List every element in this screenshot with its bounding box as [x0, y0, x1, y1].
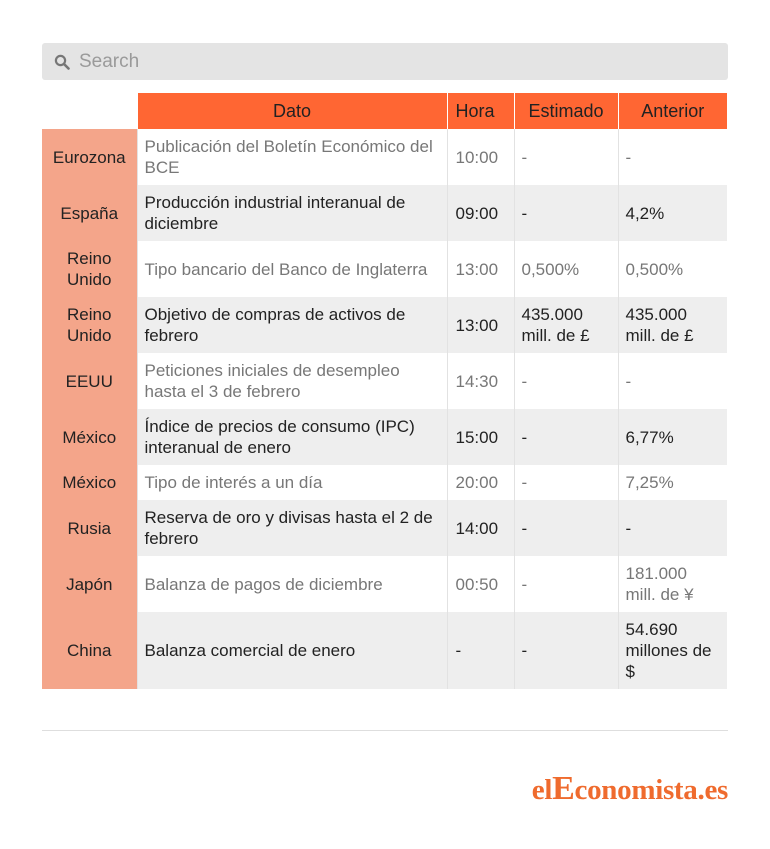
dato-cell: Reserva de oro y divisas hasta el 2 de febrero — [137, 500, 447, 556]
header-estimado: Estimado — [514, 93, 618, 129]
anterior-cell: 54.690 millones de $ — [618, 612, 727, 689]
anterior-cell: - — [618, 129, 727, 185]
table-row — [42, 409, 727, 465]
estimado-cell: 435.000 mill. de £ — [514, 297, 618, 353]
logo-text-capital: E — [552, 770, 575, 807]
estimado-cell: - — [514, 129, 618, 185]
hora-cell: 09:00 — [447, 185, 514, 241]
country-cell: Reino Unido — [42, 241, 137, 297]
estimado-cell: - — [514, 409, 618, 465]
header-anterior: Anterior — [618, 93, 727, 129]
table-row — [42, 353, 727, 409]
table-row — [42, 500, 727, 556]
logo-text-rest: conomista.es — [574, 774, 728, 806]
table-row — [42, 185, 727, 241]
table-row — [42, 241, 727, 297]
dato-cell: Peticiones iniciales de desempleo hasta el 3 de febrero — [137, 353, 447, 409]
header-dato: Dato — [137, 93, 447, 129]
country-cell: España — [42, 185, 137, 241]
eleconomista-logo[interactable] — [476, 770, 728, 806]
dato-cell: Índice de precios de consumo (IPC) interanual de enero — [137, 409, 447, 465]
table-row — [42, 556, 727, 612]
anterior-cell: 181.000 mill. de ¥ — [618, 556, 727, 612]
anterior-cell: 7,25% — [618, 465, 727, 500]
country-cell: Rusia — [42, 500, 137, 556]
search-input[interactable] — [79, 51, 679, 73]
hora-cell: 13:00 — [447, 297, 514, 353]
estimado-cell: - — [514, 465, 618, 500]
header-hora: Hora — [447, 93, 514, 129]
dato-cell: Publicación del Boletín Económico del BCE — [137, 129, 447, 185]
dato-cell: Balanza comercial de enero — [137, 612, 447, 689]
table-row — [42, 129, 727, 185]
hora-cell: 10:00 — [447, 129, 514, 185]
header-blank — [42, 93, 137, 129]
country-cell: México — [42, 465, 137, 500]
anterior-cell: 6,77% — [618, 409, 727, 465]
economic-calendar-table — [42, 93, 727, 689]
estimado-cell: - — [514, 556, 618, 612]
hora-cell: 14:00 — [447, 500, 514, 556]
anterior-cell: - — [618, 353, 727, 409]
hora-cell: - — [447, 612, 514, 689]
dato-cell: Balanza de pagos de diciembre — [137, 556, 447, 612]
anterior-cell: - — [618, 500, 727, 556]
hora-cell: 13:00 — [447, 241, 514, 297]
anterior-cell: 4,2% — [618, 185, 727, 241]
estimado-cell: - — [514, 612, 618, 689]
hora-cell: 00:50 — [447, 556, 514, 612]
table-row — [42, 297, 727, 353]
footer-divider — [42, 730, 728, 731]
table-header-row — [42, 93, 727, 129]
dato-cell: Objetivo de compras de activos de febrero — [137, 297, 447, 353]
anterior-cell: 0,500% — [618, 241, 727, 297]
search-bar[interactable] — [42, 43, 728, 80]
estimado-cell: - — [514, 353, 618, 409]
country-cell: Japón — [42, 556, 137, 612]
search-icon — [54, 54, 70, 70]
country-cell: México — [42, 409, 137, 465]
country-cell: Reino Unido — [42, 297, 137, 353]
hora-cell: 20:00 — [447, 465, 514, 500]
country-cell: EEUU — [42, 353, 137, 409]
estimado-cell: - — [514, 185, 618, 241]
country-cell: China — [42, 612, 137, 689]
estimado-cell: 0,500% — [514, 241, 618, 297]
estimado-cell: - — [514, 500, 618, 556]
dato-cell: Producción industrial interanual de diciembre — [137, 185, 447, 241]
dato-cell: Tipo de interés a un día — [137, 465, 447, 500]
anterior-cell: 435.000 mill. de £ — [618, 297, 727, 353]
country-cell: Eurozona — [42, 129, 137, 185]
table-row — [42, 465, 727, 500]
hora-cell: 15:00 — [447, 409, 514, 465]
logo-text-el: el — [531, 774, 553, 806]
hora-cell: 14:30 — [447, 353, 514, 409]
dato-cell: Tipo bancario del Banco de Inglaterra — [137, 241, 447, 297]
table-row — [42, 612, 727, 689]
